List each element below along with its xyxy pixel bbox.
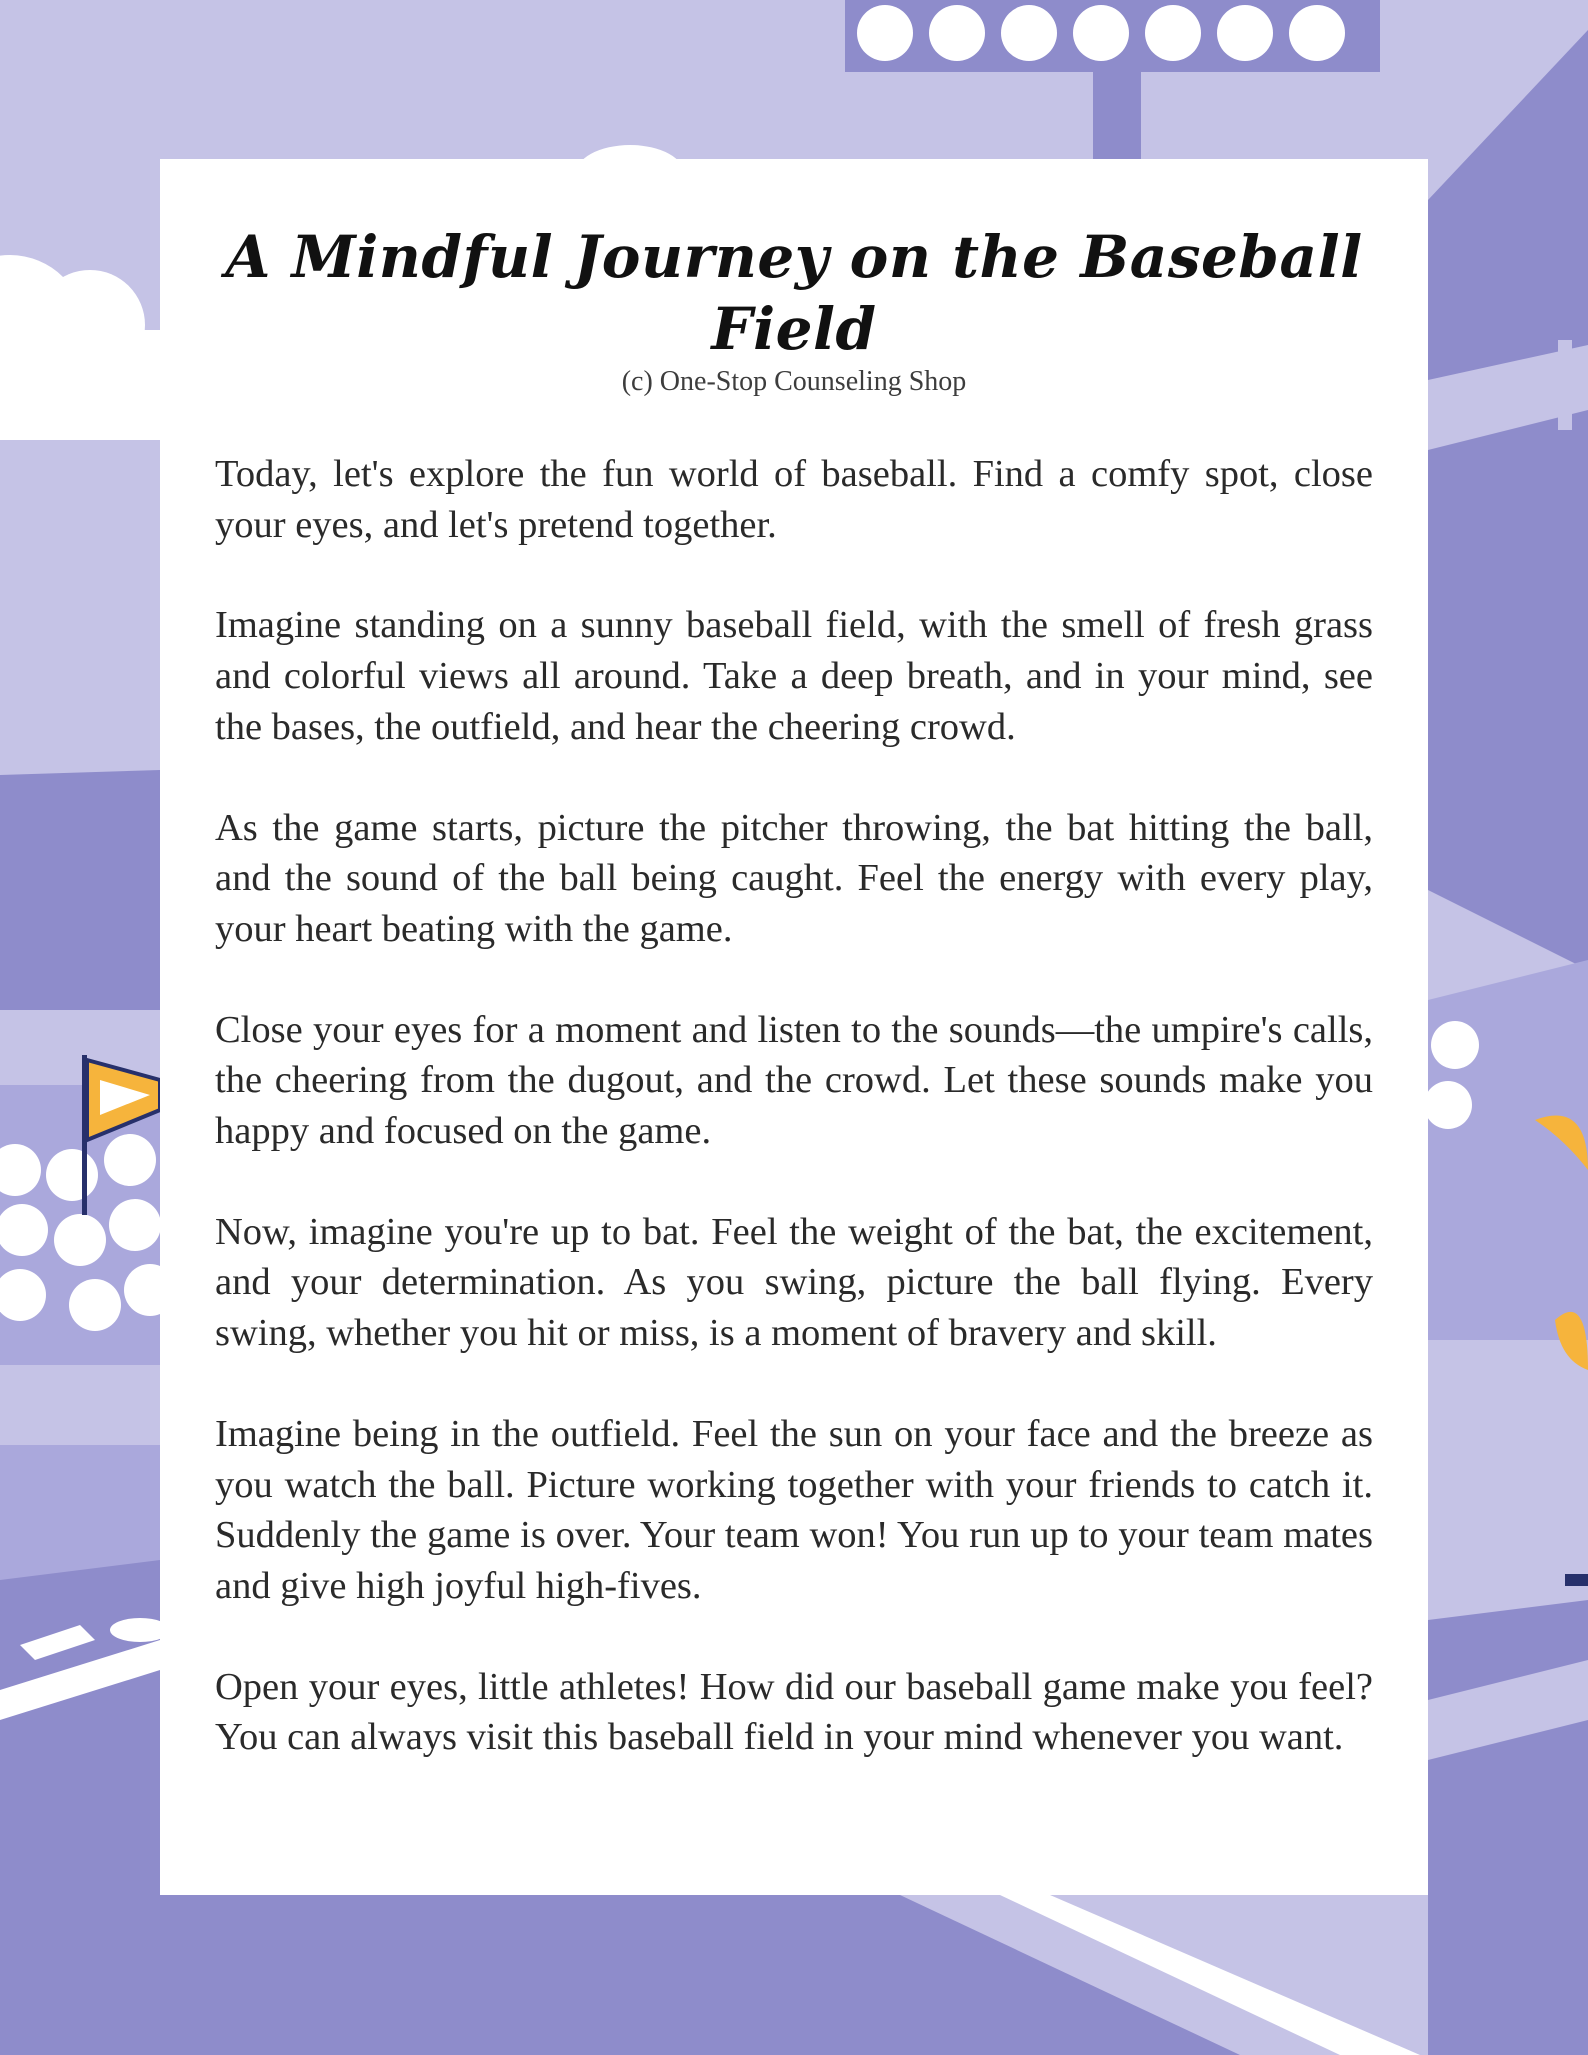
paragraph-sounds: Close your eyes for a moment and listen to the sounds—the umpire's calls, the cheering from the dugout, and the crowd. Let these sounds make you happy and focused on the game.: [215, 1008, 1373, 1153]
paragraph-game-start: As the game starts, picture the pitcher throwing, the bat hitting the ball, and the sound of the ball being caught. Feel the energy with every play, your heart beating with the game.: [215, 806, 1373, 950]
paragraph-intro: Today, let's explore the fun world of baseball. Find a comfy spot, close your eyes, and let's pretend together.: [215, 453, 1373, 546]
copyright-subtitle: (c) One-Stop Counseling Shop: [621, 366, 967, 397]
paragraph-closing: Open your eyes, little athletes! How did our baseball game make you feel? You can always visit this baseball field in your mind whenever you want.: [215, 1665, 1373, 1759]
paragraph-field: Imagine standing on a sunny baseball field, with the smell of fresh grass and colorful views all around. Take a deep breath, and in your mind, see the bases, the outfield, and hear the cheering crowd.: [215, 604, 1373, 748]
meditation-script-card: [160, 159, 1428, 1895]
script-body: [215, 449, 1373, 1763]
page-title: A Mindful Journey on the Baseball Field: [225, 223, 1363, 363]
paragraph-batting: Now, imagine you're up to bat. Feel the weight of the bat, the excitement, and your determination. As you swing, picture the ball flying. Every swing, whether you hit or miss, is a moment of bravery and skill.: [215, 1210, 1373, 1355]
paragraph-outfield: Imagine being in the outfield. Feel the sun on your face and the breeze as you watch the ball. Picture working together with your friends to catch it. Suddenly the game is over. Your team won! You run up to your team mates and give high joyful high-fives.: [215, 1412, 1373, 1607]
